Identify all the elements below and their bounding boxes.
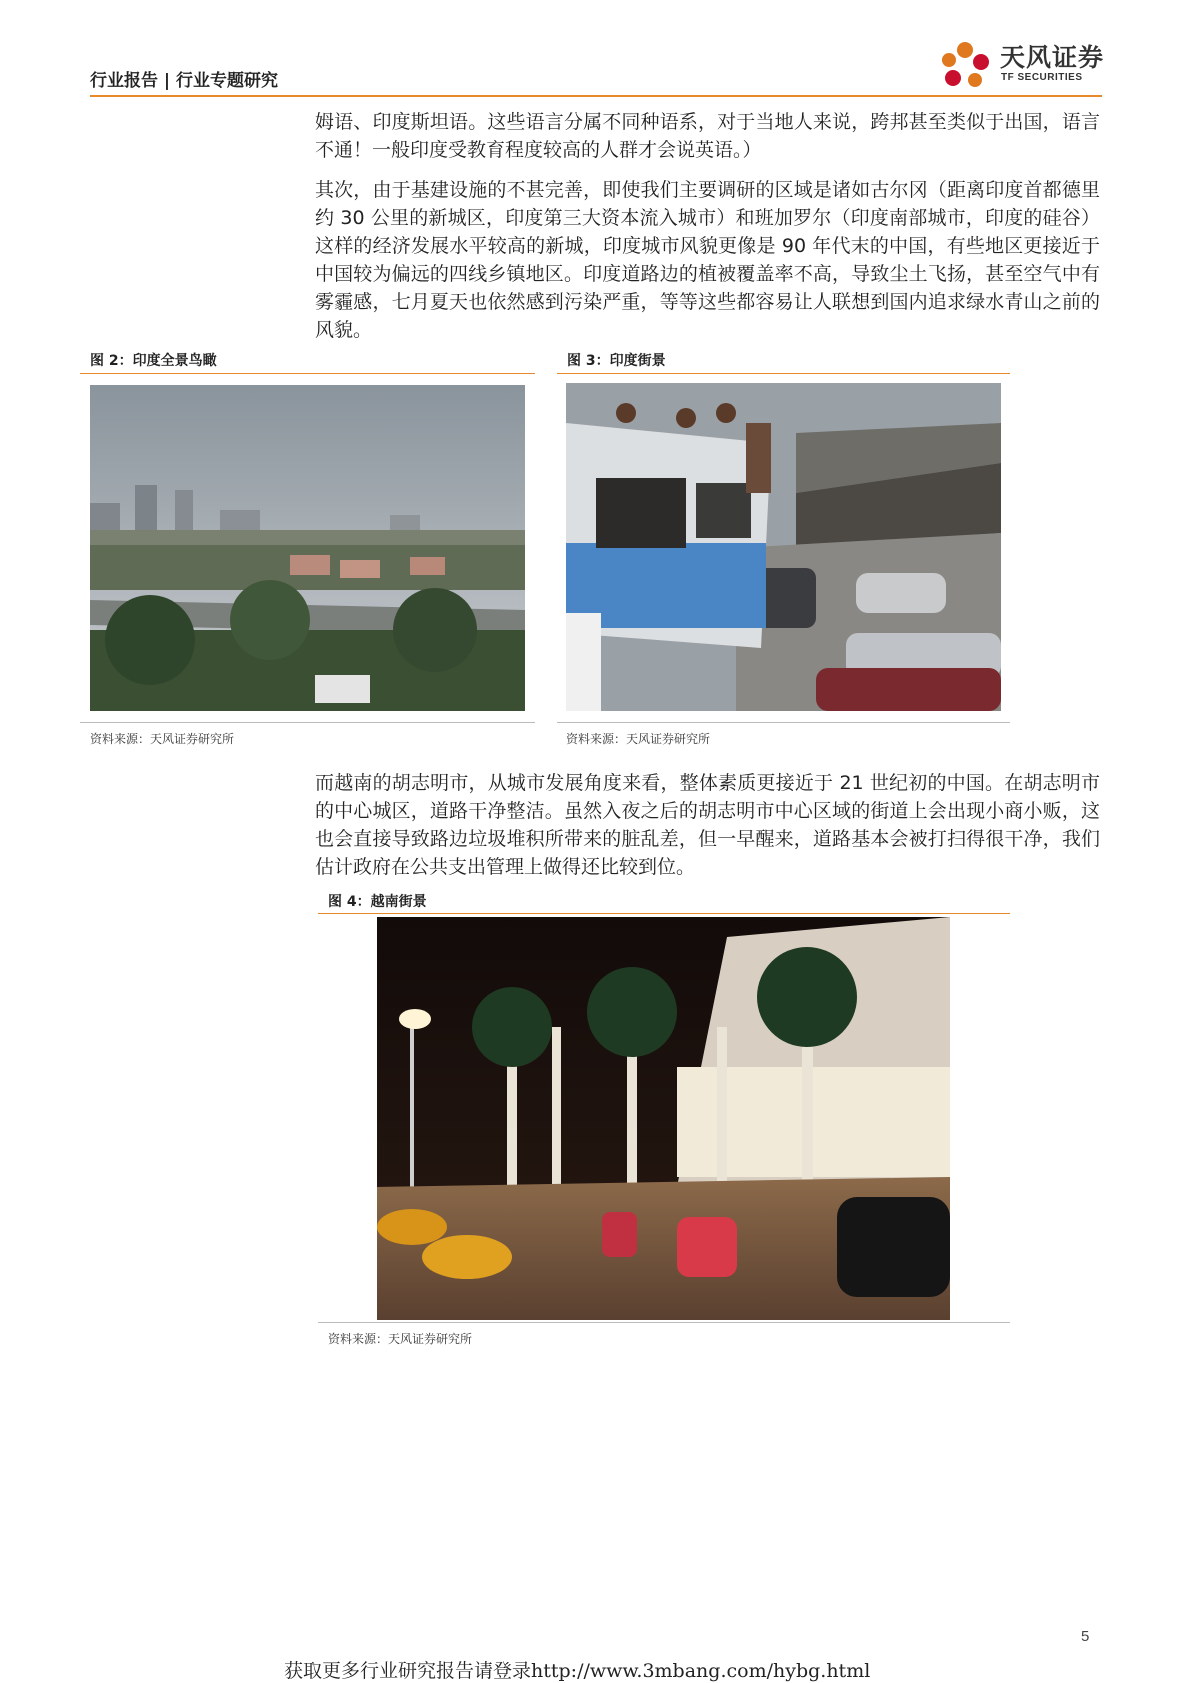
page-number: 5 bbox=[1081, 1628, 1090, 1645]
figure-2-bottom-rule bbox=[80, 722, 535, 723]
figure-2-top-rule bbox=[80, 373, 535, 374]
india-aerial-photo bbox=[90, 385, 525, 711]
logo-english-name: TF SECURITIES bbox=[1001, 72, 1083, 83]
vietnam-street-photo bbox=[377, 917, 950, 1320]
figure-4-title: 图 4：越南街景 bbox=[328, 894, 427, 910]
figure-3-bottom-rule bbox=[557, 722, 1010, 723]
figure-4-top-rule bbox=[318, 913, 1010, 914]
figure-2-title: 图 2：印度全景鸟瞰 bbox=[90, 353, 217, 369]
body-paragraph: 而越南的胡志明市，从城市发展角度来看，整体素质更接近于 21 世纪初的中国。在胡志明市的中心城区，道路干净整洁。虽然入夜之后的胡志明市中心区域的街道上会出现小商小贩，这也会直接导致路边垃圾堆积所带来的脏乱差，但一早醒来，道路基本会被打扫得很干净，我们估计政府在公共支出管理上做得还比较到位。 bbox=[315, 772, 1100, 878]
figure-2-source: 资料来源：天风证券研究所 bbox=[90, 732, 235, 746]
body-paragraph: 其次，由于基建设施的不甚完善，即使我们主要调研的区域是诸如古尔冈（距离印度首都德里约 30 公里的新城区，印度第三大资本流入城市）和班加罗尔（印度南部城市，印度的硅谷）这样的经济发展水平较高的新城，印度城市风貌更像是 90 年代末的中国，有些地区更接近于中国较为偏远的四线乡镇地区。印度道路边的植被覆盖率不高，导致尘土飞扬，甚至空气中有雾霾感，七月夏天也依然感到污染严重，等等这些都容易让人联想到国内追求绿水青山之前的风貌。 bbox=[315, 179, 1100, 341]
footer-link-text[interactable]: 获取更多行业研究报告请登录http://www.3mbang.com/hybg.html bbox=[284, 1660, 871, 1682]
figure-3-top-rule bbox=[557, 373, 1010, 374]
figure-3-source: 资料来源：天风证券研究所 bbox=[566, 732, 711, 746]
tf-securities-logo bbox=[935, 38, 1125, 98]
body-paragraph: 姆语、印度斯坦语。这些语言分属不同种语系，对于当地人来说，跨邦甚至类似于出国，语言不通！一般印度受教育程度较高的人群才会说英语。） bbox=[315, 111, 1100, 161]
figure-4-source: 资料来源：天风证券研究所 bbox=[328, 1332, 473, 1346]
india-street-photo bbox=[566, 383, 1001, 711]
tf-flower-logo-icon bbox=[935, 38, 995, 98]
logo-chinese-name: 天风证券 bbox=[1000, 43, 1105, 72]
figure-3-title: 图 3：印度街景 bbox=[567, 353, 666, 369]
figure-4-bottom-rule bbox=[318, 1322, 1010, 1323]
report-category-header: 行业报告 | 行业专题研究 bbox=[90, 71, 279, 91]
